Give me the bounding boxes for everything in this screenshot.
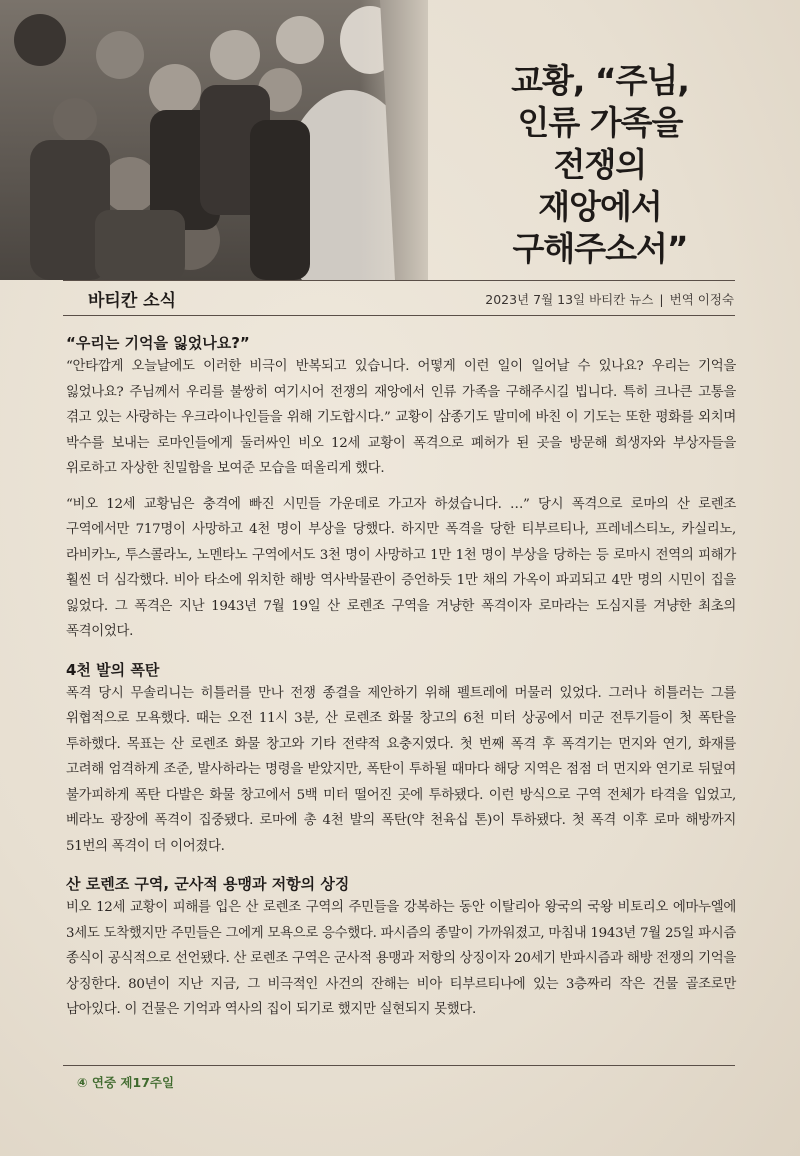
historical-crowd-photo xyxy=(0,0,428,280)
headline xyxy=(470,60,730,270)
headline-line-5: 구해주소서” xyxy=(512,229,688,268)
top-divider xyxy=(63,280,735,281)
subhead-1: “우리는 기억을 잃었나요?” xyxy=(66,334,250,352)
header-bottom-divider xyxy=(63,315,735,316)
page-footer: ④ 연중 제17주일 xyxy=(77,1075,175,1090)
section-label: 바티칸 소식 xyxy=(88,291,177,311)
paragraph-1: “안타깝게 오늘날에도 이러한 비극이 반복되고 있습니다. 어떻게 이런 일이 일어날 수 있나요? 우리는 기억을 잃었나요? 주님께서 우리를 불쌍히 여기시어 전쟁의 재앙에서 인류 가족을 구해주시길 빕니다. 특히 크나큰 고통을 겪고 있는 사랑하는 우크라이나인들을 위해 기도합시다.” 교황이 삼종기도 말미에 바친 이 기도는 또한 평화를 외치며 박수를 보내는 로마인들에게 둘러싸인 비오 12세 교황이 폭격으로 폐허가 된 곳을 방문해 희생자와 부상자들을 위로하고 자상한 친밀함을 보여준 모습을 떠올리게 했다. xyxy=(66,359,736,476)
footer-divider xyxy=(63,1065,735,1066)
subhead-2: 4천 발의 폭탄 xyxy=(66,660,160,679)
headline-line-2: 인류 가족을 xyxy=(517,103,683,142)
headline-line-1: 교황, “주님, xyxy=(511,61,689,100)
paragraph-3: 폭격 당시 무솔리니는 히틀러를 만나 전쟁 종결을 제안하기 위해 펠트레에 머물러 있었다. 그러나 히틀러는 그를 위협적으로 모욕했다. 때는 오전 11시 3분, 산 로렌조 화물 창고의 6천 미터 상공에서 미군 전투기들이 첫 폭탄을 투하했다. 목표는 산 로렌조 화물 창고와 기타 전략적 요충지였다. 첫 번째 폭격 후 폭격기는 먼지와 연기, 화재를 고려해 엄격하게 조준, 발사하라는 명령을 받았지만, 폭탄이 투하될 때마다 해당 지역은 점점 더 먼지와 연기로 뒤덮여 불가피하게 폭탄 다발은 화물 창고에서 5백 미터 떨어진 곳에 투하됐다. 이런 방식으로 구역 전체가 타격을 입었고, 베라노 광장에 폭격이 집중됐다. 로마에 총 4천 발의 폭탄(약 천육십 톤)이 투하됐다. 첫 폭격 이후 로마 해방까지 51번의 폭격이 더 이어졌다. xyxy=(66,685,736,854)
paragraph-4: 비오 12세 교황이 피해를 입은 산 로렌조 구역의 주민들을 강복하는 동안 이탈리아 왕국의 국왕 비토리오 에마누엘에 3세도 도착했지만 주민들은 그에게 모욕으로 응수했다. 파시즘의 종말이 가까워졌고, 마침내 1943년 7월 25일 파시즘 종식이 공식적으로 선언됐다. 산 로렌조 구역은 군사적 용맹과 저항의 상징이자 20세기 반파시즘과 해방 전쟁의 기억을 상징한다. 80년이 지난 지금, 그 비극적인 사건의 잔해는 비아 티부르티나에 있는 3층짜리 작은 건물 골조로만 남아있다. 이 건물은 기억과 역사의 집이 되기로 했지만 실현되지 못했다. xyxy=(66,900,736,1017)
paragraph-2: “비오 12세 교황님은 충격에 빠진 시민들 가운데로 가고자 하셨습니다. …” 당시 폭격으로 로마의 산 로렌조 구역에서만 717명이 사망하고 4천 명이 부상을 당했다. 하지만 폭격을 당한 티부르티나, 프레네스티노, 카실리노, 라비카노, 투스콜라노, 노멘타노 구역에서도 3천 명이 사망하고 1만 1천 명이 부상을 당하는 등 로마시 전역의 피해가 훨씬 더 심각했다. 비아 타소에 위치한 해방 역사박물관이 증언하듯 1만 채의 가옥이 파괴되고 4만 명의 시민이 집을 잃었다. 그 폭격은 지난 1943년 7월 19일 산 로렌조 구역을 겨냥한 폭격이자 로마라는 도심지를 겨냥한 최초의 폭격이었다. xyxy=(66,496,736,639)
byline-separator: | xyxy=(659,292,664,307)
byline xyxy=(485,290,734,308)
headline-line-4: 재앙에서 xyxy=(538,187,662,226)
photo-edge-fade xyxy=(360,0,428,280)
byline-translator: 번역 이정숙 xyxy=(669,292,734,307)
byline-date-source: 2023년 7월 13일 바티칸 뉴스 xyxy=(485,292,654,307)
article-body xyxy=(66,332,736,1023)
subhead-3: 산 로렌조 구역, 군사적 용맹과 저항의 상징 xyxy=(66,875,350,893)
headline-line-3: 전쟁의 xyxy=(553,145,647,184)
